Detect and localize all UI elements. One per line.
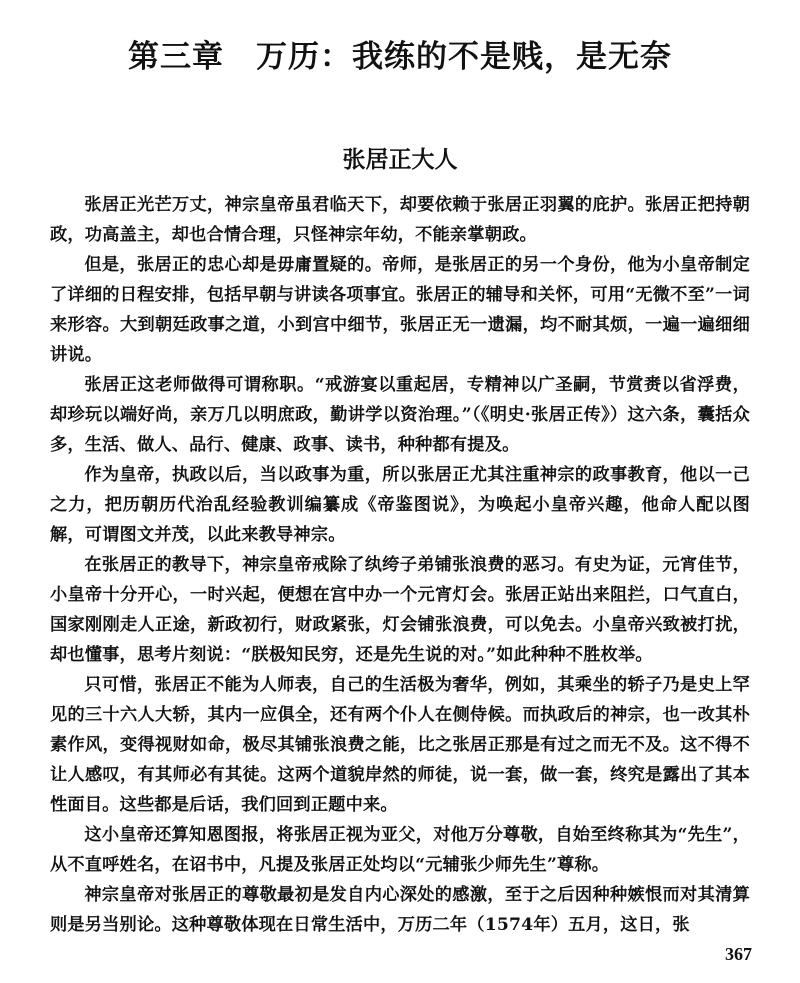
- body-text: [50, 190, 750, 940]
- paragraph: 只可惜，张居正不能为人师表，自己的生活极为奢华，例如，其乘坐的轿子乃是史上罕见的三十六人大轿，其内一应俱全，还有两个仆人在侧侍候。而执政后的神宗，也一改其朴素作风，变得视财如命，极尽其铺张浪费之能，比之张居正那是有过之而无不及。这不得不让人感叹，有其师必有其徒。这两个道貌岸然的师徒，说一套，做一套，终究是露出了其本性面目。这些都是后话，我们回到正题中来。: [50, 674, 750, 815]
- paragraph: 作为皇帝，执政以后，当以政事为重，所以张居正尤其注重神宗的政事教育，他以一己之力，把历朝历代治乱经验教训编纂成《帝鉴图说》，为唤起小皇帝兴趣，他命人配以图解，可谓图文并茂，以此来教导神宗。: [50, 464, 750, 545]
- paragraph: 但是，张居正的忠心却是毋庸置疑的。帝师，是张居正的另一个身份，他为小皇帝制定了详细的日程安排，包括早朝与讲读各项事宜。张居正的辅导和关怀，可用“无微不至”一词来形容。大到朝廷政事之道，小到宫中细节，张居正无一遗漏，均不耐其烦，一遍一遍细细讲说。: [50, 254, 750, 365]
- paragraph: 这小皇帝还算知恩图报，将张居正视为亚父，对他万分尊敬，自始至终称其为“先生”，从不直呼姓名，在诏书中，凡提及张居正处均以“元辅张少师先生”尊称。: [50, 824, 750, 875]
- section-title: 张居正大人: [342, 146, 458, 173]
- page-number: 367: [725, 944, 752, 964]
- paragraph: 神宗皇帝对张居正的尊敬最初是发自内心深处的感激，至于之后因种种嫉恨而对其清算则是另当别论。这种尊敬体现在日常生活中，万历二年（1574年）五月，这日，张: [50, 884, 750, 935]
- chapter-title: 第三章 万历：我练的不是贱，是无奈: [128, 39, 672, 75]
- paragraph: 张居正这老师做得可谓称职。“戒游宴以重起居，专精神以广圣嗣，节赏赉以省浮费，却珍玩以端好尚，亲万几以明庶政，勤讲学以资治理。”（《明史·张居正传》）这六条，囊括众多，生活、做人、品行、健康、政事、读书，种种都有提及。: [50, 374, 750, 455]
- paragraph: 张居正光芒万丈，神宗皇帝虽君临天下，却要依赖于张居正羽翼的庇护。张居正把持朝政，功高盖主，却也合情合理，只怪神宗年幼，不能亲掌朝政。: [50, 194, 750, 245]
- paragraph: 在张居正的教导下，神宗皇帝戒除了纨绔子弟铺张浪费的恶习。有史为证，元宵佳节，小皇帝十分开心，一时兴起，便想在宫中办一个元宵灯会。张居正站出来阻拦，口气直白，国家刚刚走人正途，新政初行，财政紧张，灯会铺张浪费，可以免去。小皇帝兴致被打扰，却也懂事，思考片刻说：“朕极知民穷，还是先生说的对。”如此种种不胜枚举。: [50, 554, 750, 665]
